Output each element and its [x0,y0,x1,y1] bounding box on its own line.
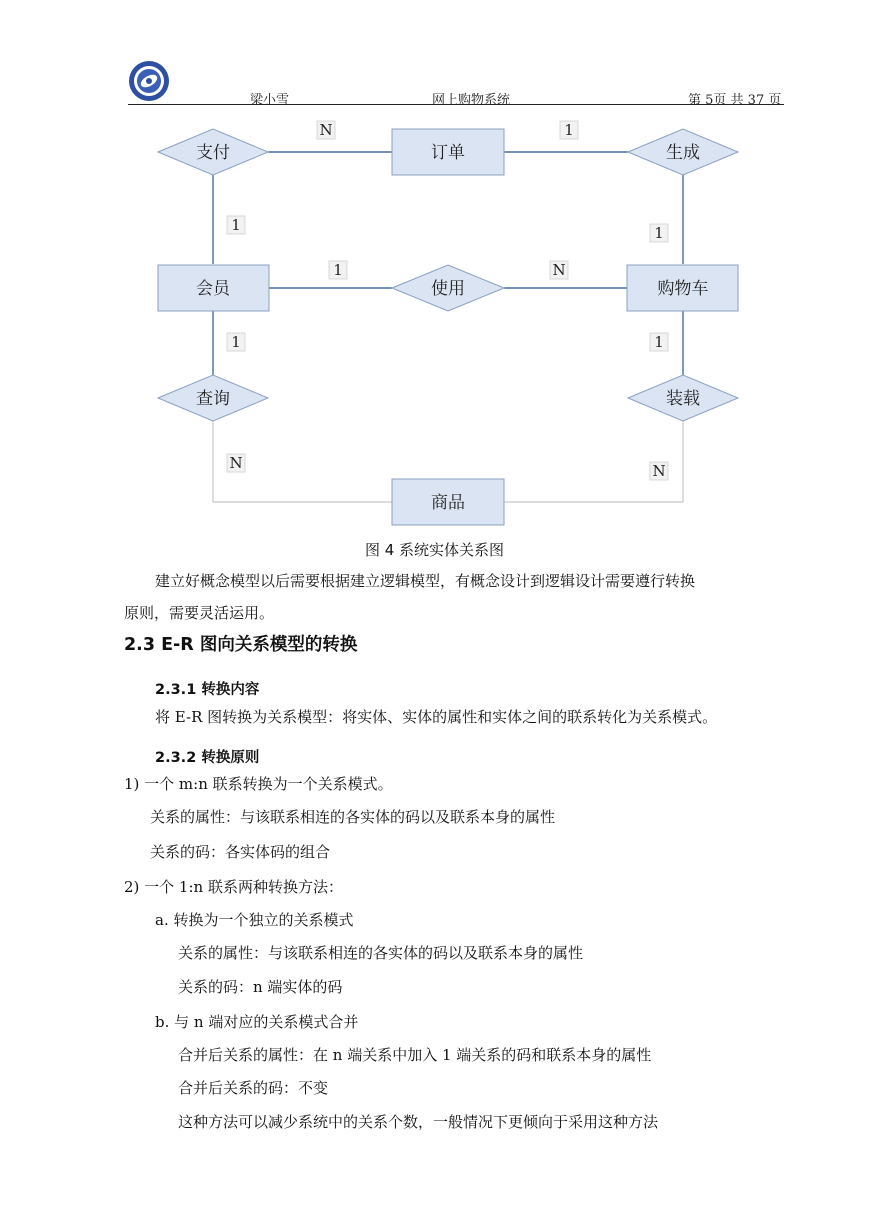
er-connectors [213,152,683,375]
subsection-title-1: 2.3.1 转换内容 [155,682,260,698]
entity-member-label: 会员 [196,279,230,299]
entity-cart [627,265,738,311]
cardinality-pay-member-label: 1 [231,216,241,234]
cardinality-query-product [227,454,245,472]
subsection-1-text: 将 E-R 图转换为关系模型：将实体、实体的属性和实体之间的联系转化为关系模式。 [155,708,718,726]
relationship-load-label: 装载 [666,389,700,409]
relationship-generate [628,129,738,175]
relationship-use [392,265,504,311]
section-title: 2.3 E-R 图向关系模型的转换 [124,635,358,655]
cardinality-member-use-label: 1 [333,261,343,279]
cardinality-member-use [329,261,347,279]
list-item-2b-attr: 合并后关系的属性：在 n 端关系中加入 1 端关系的码和联系本身的属性 [178,1046,652,1064]
header-author: 梁小雪 [250,93,290,108]
entity-product-label: 商品 [431,493,465,513]
cardinality-use-cart-label: N [552,261,566,279]
subsection-title-2: 2.3.2 转换原则 [155,750,260,766]
entity-product [392,479,504,525]
cardinality-generate-cart-label: 1 [654,224,664,242]
cardinality-pay-order-label: N [319,121,333,139]
cardinality-member-query-label: 1 [231,333,241,351]
relationship-load [628,375,738,421]
relationship-use-label: 使用 [431,279,465,299]
cardinality-load-product [650,462,668,480]
entity-order [392,129,504,175]
list-item-1-attr: 关系的属性：与该联系相连的各实体的码以及联系本身的属性 [150,808,556,826]
intro-paragraph-line2: 原则，需要灵活运用。 [124,604,275,622]
relationship-pay [158,129,268,175]
header-title: 网上购物系统 [432,93,511,108]
intro-paragraph-line1: 建立好概念模型以后需要根据建立逻辑模型，有概念设计到逻辑设计需要遵行转换 [155,572,696,590]
list-item-2b-note: 这种方法可以减少系统中的关系个数，一般情况下更倾向于采用这种方法 [178,1113,659,1131]
list-item-2: 2) 一个 1:n 联系两种转换方法： [124,878,343,896]
cardinality-query-product-label: N [229,454,243,472]
cardinality-order-generate [560,121,578,139]
list-item-1: 1) 一个 m:n 联系转换为一个关系模式。 [124,775,393,793]
cardinality-pay-member [227,216,245,234]
cardinality-cart-load-label: 1 [654,333,664,351]
entity-member [158,265,269,311]
relationship-pay-label: 支付 [196,143,230,163]
cardinality-cart-load [650,333,668,351]
relationship-query-label: 查询 [196,389,230,409]
figure-caption: 图 4 系统实体关系图 [364,541,505,559]
cardinality-generate-cart [650,224,668,242]
entity-cart-label: 购物车 [657,279,709,299]
er-diagram [0,0,869,540]
list-item-1-key: 关系的码：各实体码的组合 [150,843,331,861]
header-page-info: 第 5页 共 37 页 [688,93,782,108]
cardinality-member-query [227,333,245,351]
cardinality-order-generate-label: 1 [564,121,574,139]
list-item-2a: a. 转换为一个独立的关系模式 [155,911,354,929]
list-item-2a-attr: 关系的属性：与该联系相连的各实体的码以及联系本身的属性 [178,944,584,962]
relationship-query [158,375,268,421]
relationship-generate-label: 生成 [666,143,700,163]
cardinality-use-cart [550,261,568,279]
list-item-2b-key: 合并后关系的码：不变 [178,1079,329,1097]
cardinality-load-product-label: N [652,462,666,480]
list-item-2b: b. 与 n 端对应的关系模式合并 [155,1013,359,1031]
entity-order-label: 订单 [431,143,465,163]
list-item-2a-key: 关系的码：n 端实体的码 [178,978,343,996]
cardinality-pay-order [317,121,335,139]
